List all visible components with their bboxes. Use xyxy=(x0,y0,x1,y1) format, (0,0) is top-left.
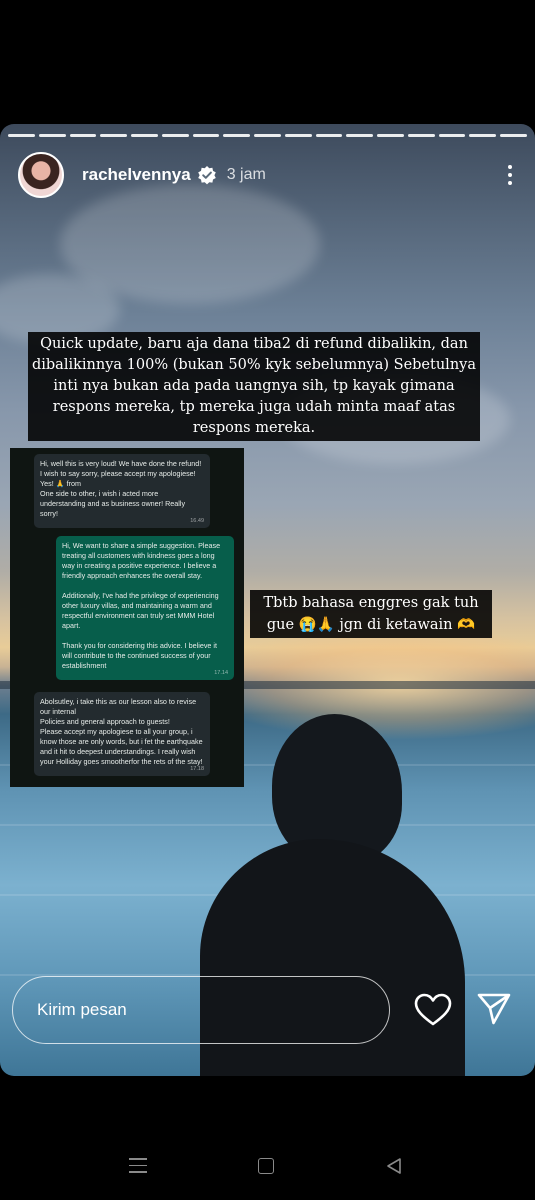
caption-side: Tbtb bahasa enggres gak tuh gue 😭🙏 jgn di ketawain 🫶 xyxy=(250,590,492,638)
progress-segment xyxy=(162,134,189,137)
progress-segment xyxy=(39,134,66,137)
progress-segment xyxy=(285,134,312,137)
water-ripple xyxy=(0,824,535,826)
progress-segment xyxy=(70,134,97,137)
progress-segment xyxy=(223,134,250,137)
reply-placeholder: Kirim pesan xyxy=(37,1000,127,1019)
system-navigation-bar xyxy=(0,1130,535,1200)
recent-apps-icon[interactable] xyxy=(129,1158,147,1173)
heart-icon[interactable] xyxy=(414,993,452,1032)
post-time: 3 jam xyxy=(226,166,266,183)
progress-segment xyxy=(8,134,35,137)
send-icon[interactable] xyxy=(476,991,512,1032)
story-progress-bar xyxy=(8,134,527,137)
progress-segment xyxy=(500,134,527,137)
avatar[interactable] xyxy=(18,152,64,198)
story-viewer[interactable] xyxy=(0,124,535,1076)
reply-input[interactable] xyxy=(12,976,390,1044)
progress-segment xyxy=(469,134,496,137)
progress-segment xyxy=(254,134,281,137)
message-time: 17.18 xyxy=(190,766,204,772)
progress-segment xyxy=(193,134,220,137)
verified-badge-icon xyxy=(197,165,217,185)
message-text: Abolsutley, i take this as our lesson also to revise our internal Policies and general approach to guests! Please accept my apologiese to all your group, i know those are only words, but i fet the earthquake and it hit to deepest understandings. I really wish your Holliday goes smootherfor the rets of the stay! xyxy=(40,697,203,766)
progress-segment xyxy=(408,134,435,137)
progress-segment xyxy=(346,134,373,137)
chat-message-incoming xyxy=(34,692,210,776)
progress-segment xyxy=(316,134,343,137)
caption-top: Quick update, baru aja dana tiba2 di refund dibalikin, dan dibalikinnya 100% (bukan 50% kyk sebelumnya) Sebetulnya inti nya bukan ada pada uangnya sih, tp kayak gimana respons mereka, tp mereka juga udah minta maaf atas respons mereka. xyxy=(28,332,480,441)
username[interactable]: rachelvennya xyxy=(82,165,191,184)
progress-segment xyxy=(439,134,466,137)
message-text: Hi, well this is very loud! We have done the refund! I wish to say sorry, please accept my apologiese! Yes! 🙏 from One side to other, i wish i acted more understanding and as business owner! Really sorry! xyxy=(40,459,202,518)
message-text: Hi, We want to share a simple suggestion. Please treating all customers with kindness goes a long way in creating a positive experience. I believe a friendly approach enhances the overall stay. Additionally, I've had the privilege of experiencing other luxury villas, and maintaining a warm and respectful environment can truly set MMM Hotel apart. Thank you for considering this advice. I believe it will contribute to the continued success of your establishment xyxy=(62,541,221,670)
home-icon[interactable] xyxy=(258,1158,274,1174)
progress-segment xyxy=(377,134,404,137)
chat-screenshot xyxy=(10,448,244,787)
back-icon[interactable] xyxy=(385,1157,403,1180)
message-time: 17.14 xyxy=(214,670,228,676)
chat-message-outgoing xyxy=(56,536,234,680)
message-time: 16.49 xyxy=(190,518,204,524)
chat-message-incoming xyxy=(34,454,210,528)
more-vertical-icon[interactable] xyxy=(503,165,517,185)
progress-segment xyxy=(100,134,127,137)
progress-segment xyxy=(131,134,158,137)
story-header xyxy=(18,150,517,200)
